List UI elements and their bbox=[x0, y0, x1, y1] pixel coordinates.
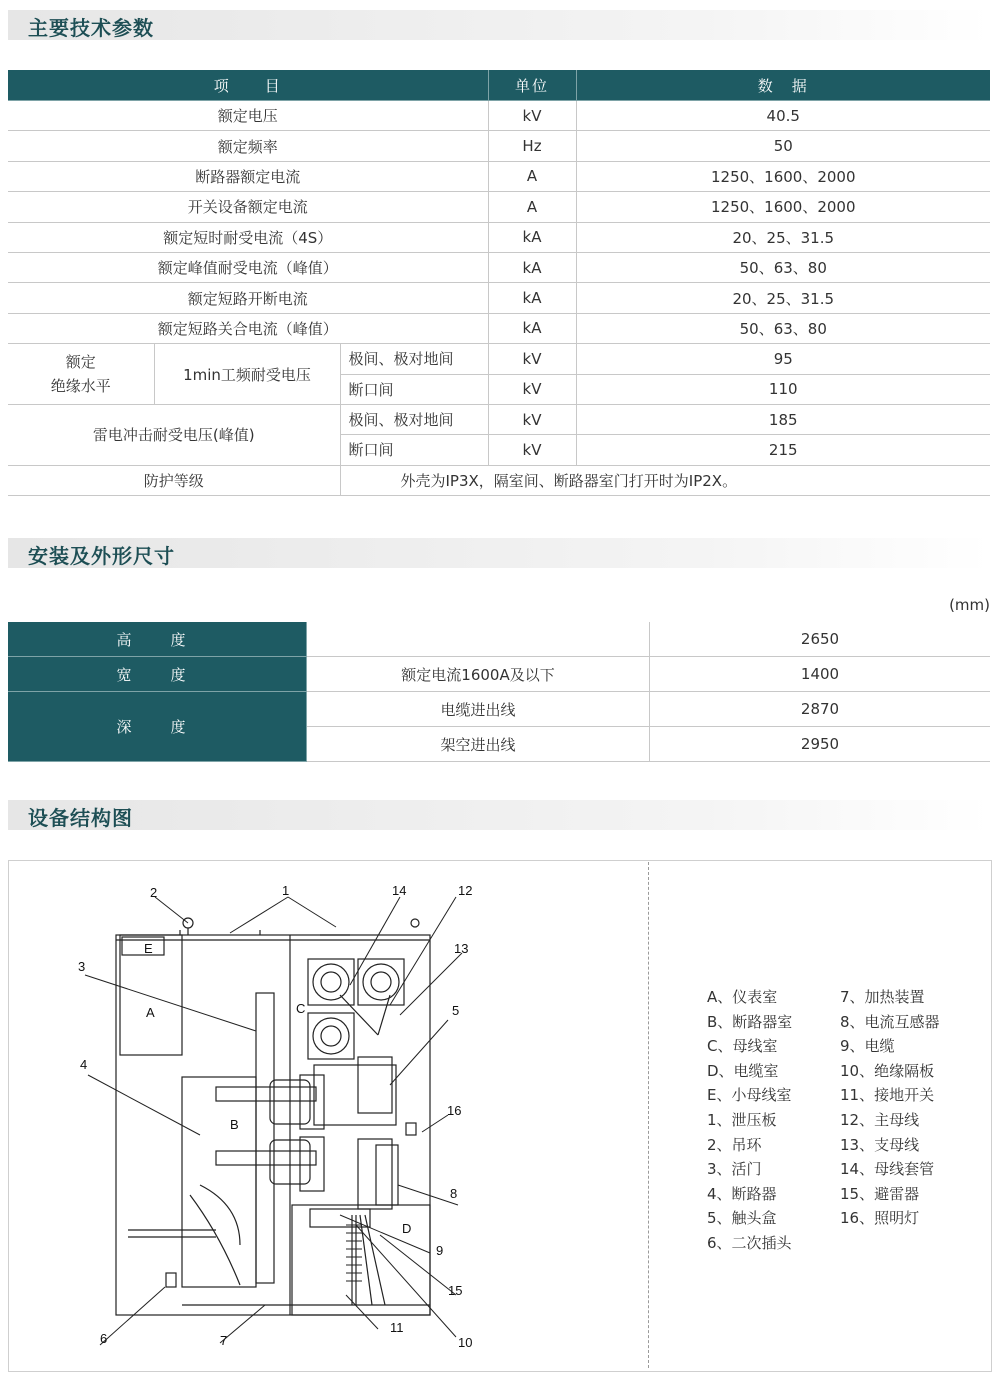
cell-unit: kA bbox=[488, 222, 576, 252]
col-header-item: 项 目 bbox=[8, 70, 488, 101]
height-label: 高 度 bbox=[8, 622, 307, 657]
legend-item: 11、接地开关 bbox=[840, 1086, 935, 1105]
legend-item: 3、活门 bbox=[707, 1160, 762, 1179]
cell-value: 50、63、80 bbox=[576, 313, 990, 343]
label-a: A bbox=[146, 1005, 155, 1020]
callout-7: 7 bbox=[220, 1333, 228, 1348]
col-header-value: 数 据 bbox=[576, 70, 990, 101]
cell-sub: 极间、极对地间 bbox=[340, 404, 488, 434]
legend-item: 2、吊环 bbox=[707, 1135, 762, 1154]
callout-6: 6 bbox=[100, 1331, 108, 1346]
cell-value: 50、63、80 bbox=[576, 252, 990, 282]
table-row bbox=[8, 222, 990, 252]
section-title: 设备结构图 bbox=[28, 806, 133, 830]
depth-condition: 电缆进出线 bbox=[307, 692, 650, 727]
cell-unit: kV bbox=[488, 101, 576, 131]
legend-item: A、仪表室 bbox=[707, 988, 778, 1006]
table-row bbox=[8, 101, 990, 131]
table-row bbox=[8, 344, 990, 374]
cell-value: 215 bbox=[576, 435, 990, 465]
legend-item: 13、支母线 bbox=[840, 1135, 920, 1154]
legend-item: 12、主母线 bbox=[840, 1110, 920, 1129]
callout-11: 11 bbox=[390, 1320, 404, 1335]
callout-9: 9 bbox=[436, 1243, 444, 1258]
cell-unit: kV bbox=[488, 404, 576, 434]
depth-value: 2870 bbox=[650, 692, 991, 727]
callout-5: 5 bbox=[452, 1003, 460, 1018]
label-c: C bbox=[296, 1001, 306, 1016]
table-row bbox=[8, 622, 990, 657]
legend-item: D、电缆室 bbox=[707, 1061, 779, 1080]
callout-16: 16 bbox=[447, 1103, 462, 1118]
legend-item: B、断路器室 bbox=[707, 1012, 793, 1031]
legend-item: C、母线室 bbox=[707, 1037, 778, 1056]
cell-value: 20、25、31.5 bbox=[576, 283, 990, 313]
callout-10: 10 bbox=[458, 1335, 473, 1350]
table-row bbox=[8, 161, 990, 191]
section-header-tech bbox=[8, 10, 990, 40]
spec-table bbox=[8, 70, 990, 496]
table-row bbox=[8, 131, 990, 161]
section-header-install bbox=[8, 538, 990, 568]
cell-value: 1250、1600、2000 bbox=[576, 192, 990, 222]
section-title: 主要技术参数 bbox=[28, 16, 154, 40]
insulation-label-line2: 绝缘水平 bbox=[50, 377, 111, 396]
table-row bbox=[8, 313, 990, 343]
cell-unit: kV bbox=[488, 374, 576, 404]
table-row bbox=[8, 657, 990, 692]
col-header-unit: 单位 bbox=[488, 70, 576, 101]
callout-4: 4 bbox=[80, 1057, 88, 1072]
legend-item: 7、加热装置 bbox=[840, 988, 925, 1006]
label-b: B bbox=[230, 1117, 239, 1132]
legend-item: 9、电缆 bbox=[840, 1037, 895, 1056]
depth-value: 2950 bbox=[650, 727, 991, 762]
legend-item: 4、断路器 bbox=[707, 1184, 777, 1203]
cell-value: 40.5 bbox=[576, 101, 990, 131]
table-row bbox=[8, 252, 990, 282]
legend-item: 16、照明灯 bbox=[840, 1209, 920, 1228]
height-value: 2650 bbox=[650, 622, 991, 657]
legend-item: E、小母线室 bbox=[707, 1086, 792, 1105]
cell-value: 20、25、31.5 bbox=[576, 222, 990, 252]
legend-item: 15、避雷器 bbox=[840, 1184, 920, 1203]
cell-item: 额定电压 bbox=[8, 101, 488, 131]
cell-unit: A bbox=[488, 161, 576, 191]
cell-unit: kV bbox=[488, 344, 576, 374]
cell-item: 额定短时耐受电流（4S） bbox=[8, 222, 488, 252]
switchgear-structure-drawing bbox=[60, 875, 500, 1355]
cell-value: 185 bbox=[576, 404, 990, 434]
cell-item: 额定频率 bbox=[8, 131, 488, 161]
legend-item: 8、电流互感器 bbox=[840, 1012, 940, 1031]
depth-label: 深 度 bbox=[8, 692, 307, 762]
diagram-divider bbox=[648, 862, 649, 1368]
table-row bbox=[8, 283, 990, 313]
callout-15: 15 bbox=[448, 1283, 463, 1298]
insulation-label bbox=[8, 344, 154, 405]
table-row bbox=[8, 404, 990, 434]
callout-14: 14 bbox=[392, 883, 407, 898]
cell-item: 额定短路开断电流 bbox=[8, 283, 488, 313]
depth-condition: 架空进出线 bbox=[307, 727, 650, 762]
legend-left bbox=[707, 985, 792, 1256]
empty-cell bbox=[307, 622, 650, 657]
cell-unit: kA bbox=[488, 252, 576, 282]
table-row bbox=[8, 192, 990, 222]
cell-unit: kA bbox=[488, 283, 576, 313]
legend-item: 5、触头盒 bbox=[707, 1209, 777, 1228]
insulation-label-line1: 额定 bbox=[65, 353, 96, 372]
lightning-label: 雷电冲击耐受电压(峰值) bbox=[8, 404, 340, 465]
table-header-row bbox=[8, 70, 990, 101]
cell-item: 防护等级 bbox=[8, 465, 340, 495]
unit-label: (mm) bbox=[949, 596, 990, 614]
legend-item: 10、绝缘隔板 bbox=[840, 1061, 935, 1080]
callout-13: 13 bbox=[454, 941, 469, 956]
cell-item: 额定短路关合电流（峰值） bbox=[8, 313, 488, 343]
legend-item: 6、二次插头 bbox=[707, 1233, 792, 1252]
cell-value: 1250、1600、2000 bbox=[576, 161, 990, 191]
callout-1: 1 bbox=[282, 883, 290, 898]
power-freq-label: 1min工频耐受电压 bbox=[154, 344, 340, 405]
callout-8: 8 bbox=[450, 1186, 458, 1201]
legend-right bbox=[840, 985, 940, 1231]
legend-item: 1、泄压板 bbox=[707, 1110, 777, 1129]
width-value: 1400 bbox=[650, 657, 991, 692]
callout-2: 2 bbox=[150, 885, 158, 900]
cell-unit: A bbox=[488, 192, 576, 222]
callout-12: 12 bbox=[458, 883, 473, 898]
cell-value: 110 bbox=[576, 374, 990, 404]
label-d: D bbox=[402, 1221, 412, 1236]
table-row bbox=[8, 465, 990, 495]
callout-3: 3 bbox=[78, 959, 86, 974]
cell-item: 额定峰值耐受电流（峰值） bbox=[8, 252, 488, 282]
section-title: 安装及外形尺寸 bbox=[28, 544, 175, 568]
cell-item: 断路器额定电流 bbox=[8, 161, 488, 191]
dimensions-table bbox=[8, 622, 990, 762]
label-e: E bbox=[144, 941, 153, 956]
cell-unit: kV bbox=[488, 435, 576, 465]
section-header-structure bbox=[8, 800, 990, 830]
table-row bbox=[8, 692, 990, 727]
width-label: 宽 度 bbox=[8, 657, 307, 692]
width-condition: 额定电流1600A及以下 bbox=[307, 657, 650, 692]
cell-sub: 断口间 bbox=[340, 374, 488, 404]
cell-unit: Hz bbox=[488, 131, 576, 161]
cell-sub: 断口间 bbox=[340, 435, 488, 465]
cell-sub: 极间、极对地间 bbox=[340, 344, 488, 374]
legend-item: 14、母线套管 bbox=[840, 1160, 935, 1179]
cell-unit: kA bbox=[488, 313, 576, 343]
cell-value: 50 bbox=[576, 131, 990, 161]
cell-value: 外壳为IP3X，隔室间、断路器室门打开时为IP2X。 bbox=[340, 465, 990, 495]
cell-value: 95 bbox=[576, 344, 990, 374]
cell-item: 开关设备额定电流 bbox=[8, 192, 488, 222]
